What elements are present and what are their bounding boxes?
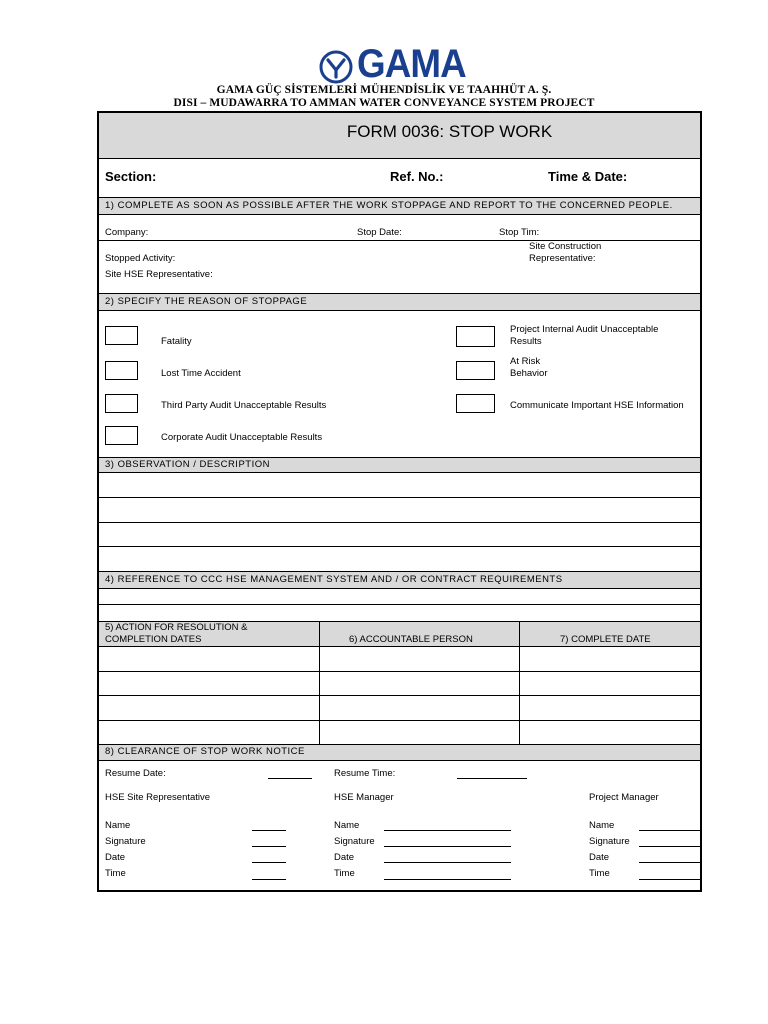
at-risk-label-2: Behavior [510, 368, 548, 379]
complete-date-label: 7) COMPLETE DATE [560, 634, 651, 645]
signature-label: Signature [334, 836, 375, 847]
internal-audit-label-1: Project Internal Audit Unacceptable [510, 324, 659, 335]
project-manager-time-field[interactable] [639, 879, 700, 880]
internal-audit-label-2: Results [510, 336, 542, 347]
stopped-activity-label: Stopped Activity: [105, 253, 176, 264]
company-field-label: Company: [105, 227, 149, 238]
third-party-audit-checkbox[interactable] [105, 394, 138, 413]
lost-time-accident-label: Lost Time Accident [161, 368, 241, 379]
resume-date-field[interactable] [268, 778, 312, 779]
stop-date-label: Stop Date: [357, 227, 402, 238]
hse-rep-signature-field[interactable] [252, 846, 286, 847]
observation-line[interactable] [99, 546, 700, 547]
project-manager-heading: Project Manager [589, 792, 659, 803]
column-divider [519, 621, 520, 745]
signature-label: Signature [589, 836, 630, 847]
date-label: Date [589, 852, 610, 863]
hse-rep-date-field[interactable] [252, 862, 286, 863]
reference-line[interactable] [99, 604, 700, 605]
internal-audit-checkbox[interactable] [456, 326, 495, 347]
action-row-line[interactable] [99, 695, 700, 696]
column-divider [319, 621, 320, 745]
time-label: Time [105, 868, 126, 879]
at-risk-label-1: At Risk [510, 356, 541, 367]
observation-line[interactable] [99, 522, 700, 523]
action-resolution-label-2: COMPLETION DATES [105, 634, 202, 645]
lost-time-accident-checkbox[interactable] [105, 361, 138, 380]
project-manager-signature-field[interactable] [639, 846, 700, 847]
stop-work-form [97, 111, 702, 892]
hse-site-rep-heading: HSE Site Representative [105, 792, 211, 803]
form-title: FORM 0036: STOP WORK [346, 122, 553, 141]
date-label: Date [334, 852, 355, 863]
site-construction-label: Site Construction [529, 241, 602, 252]
logo-text: GAMA [357, 42, 466, 86]
at-risk-behavior-checkbox[interactable] [456, 361, 495, 380]
date-label: Date [105, 852, 126, 863]
hse-rep-name-field[interactable] [252, 830, 286, 831]
communicate-hse-checkbox[interactable] [456, 394, 495, 413]
section-3-heading: 3) OBSERVATION / DESCRIPTION [99, 457, 700, 473]
project-manager-name-field[interactable] [639, 830, 700, 831]
hse-manager-signature-field[interactable] [384, 846, 511, 847]
hse-manager-date-field[interactable] [384, 862, 511, 863]
observation-line[interactable] [99, 497, 700, 498]
fatality-label: Fatality [161, 336, 192, 347]
time-label: Time [334, 868, 355, 879]
signature-label: Signature [105, 836, 146, 847]
section-4-heading: 4) REFERENCE TO CCC HSE MANAGEMENT SYSTEM AND / OR CONTRACT REQUIREMENTS [99, 571, 700, 589]
section-2-heading: 2) SPECIFY THE REASON OF STOPPAGE [99, 293, 700, 311]
hse-rep-time-field[interactable] [252, 879, 286, 880]
representative-label: Representative: [529, 253, 596, 264]
time-label: Time [589, 868, 610, 879]
resume-time-label: Resume Time: [334, 768, 396, 779]
gama-logo [319, 42, 466, 86]
project-name: DISI – MUDAWARRA TO AMMAN WATER CONVEYANCE SYSTEM PROJECT [173, 97, 595, 109]
hse-manager-name-field[interactable] [384, 830, 511, 831]
section-8-heading: 8) CLEARANCE OF STOP WORK NOTICE [99, 744, 700, 761]
site-hse-rep-label: Site HSE Representative: [105, 269, 213, 280]
name-label: Name [105, 820, 131, 831]
name-label: Name [589, 820, 615, 831]
company-name: GAMA GÜÇ SİSTEMLERİ MÜHENDİSLİK VE TAAHHÜT A. Ş. [216, 84, 552, 96]
action-resolution-label-1: 5) ACTION FOR RESOLUTION & [105, 622, 248, 633]
action-row-line[interactable] [99, 720, 700, 721]
hse-manager-heading: HSE Manager [334, 792, 394, 803]
action-row-line[interactable] [99, 671, 700, 672]
gama-emblem-icon [319, 50, 353, 84]
stop-time-label: Stop Tim: [499, 227, 540, 238]
divider [99, 240, 700, 241]
corporate-audit-label: Corporate Audit Unacceptable Results [161, 432, 323, 443]
time-date-label: Time & Date: [548, 169, 628, 184]
third-party-audit-label: Third Party Audit Unacceptable Results [161, 400, 327, 411]
resume-time-field[interactable] [457, 778, 527, 779]
hse-manager-time-field[interactable] [384, 879, 511, 880]
name-label: Name [334, 820, 360, 831]
ref-no-label: Ref. No.: [390, 169, 444, 184]
project-manager-date-field[interactable] [639, 862, 700, 863]
fatality-checkbox[interactable] [105, 326, 138, 345]
section-1-heading: 1) COMPLETE AS SOON AS POSSIBLE AFTER THE WORK STOPPAGE AND REPORT TO THE CONCERNED PEOPLE. [99, 197, 700, 215]
section-label: Section: [105, 169, 157, 184]
resume-date-label: Resume Date: [105, 768, 166, 779]
accountable-person-label: 6) ACCOUNTABLE PERSON [349, 634, 473, 645]
corporate-audit-checkbox[interactable] [105, 426, 138, 445]
communicate-hse-label: Communicate Important HSE Information [510, 400, 684, 411]
